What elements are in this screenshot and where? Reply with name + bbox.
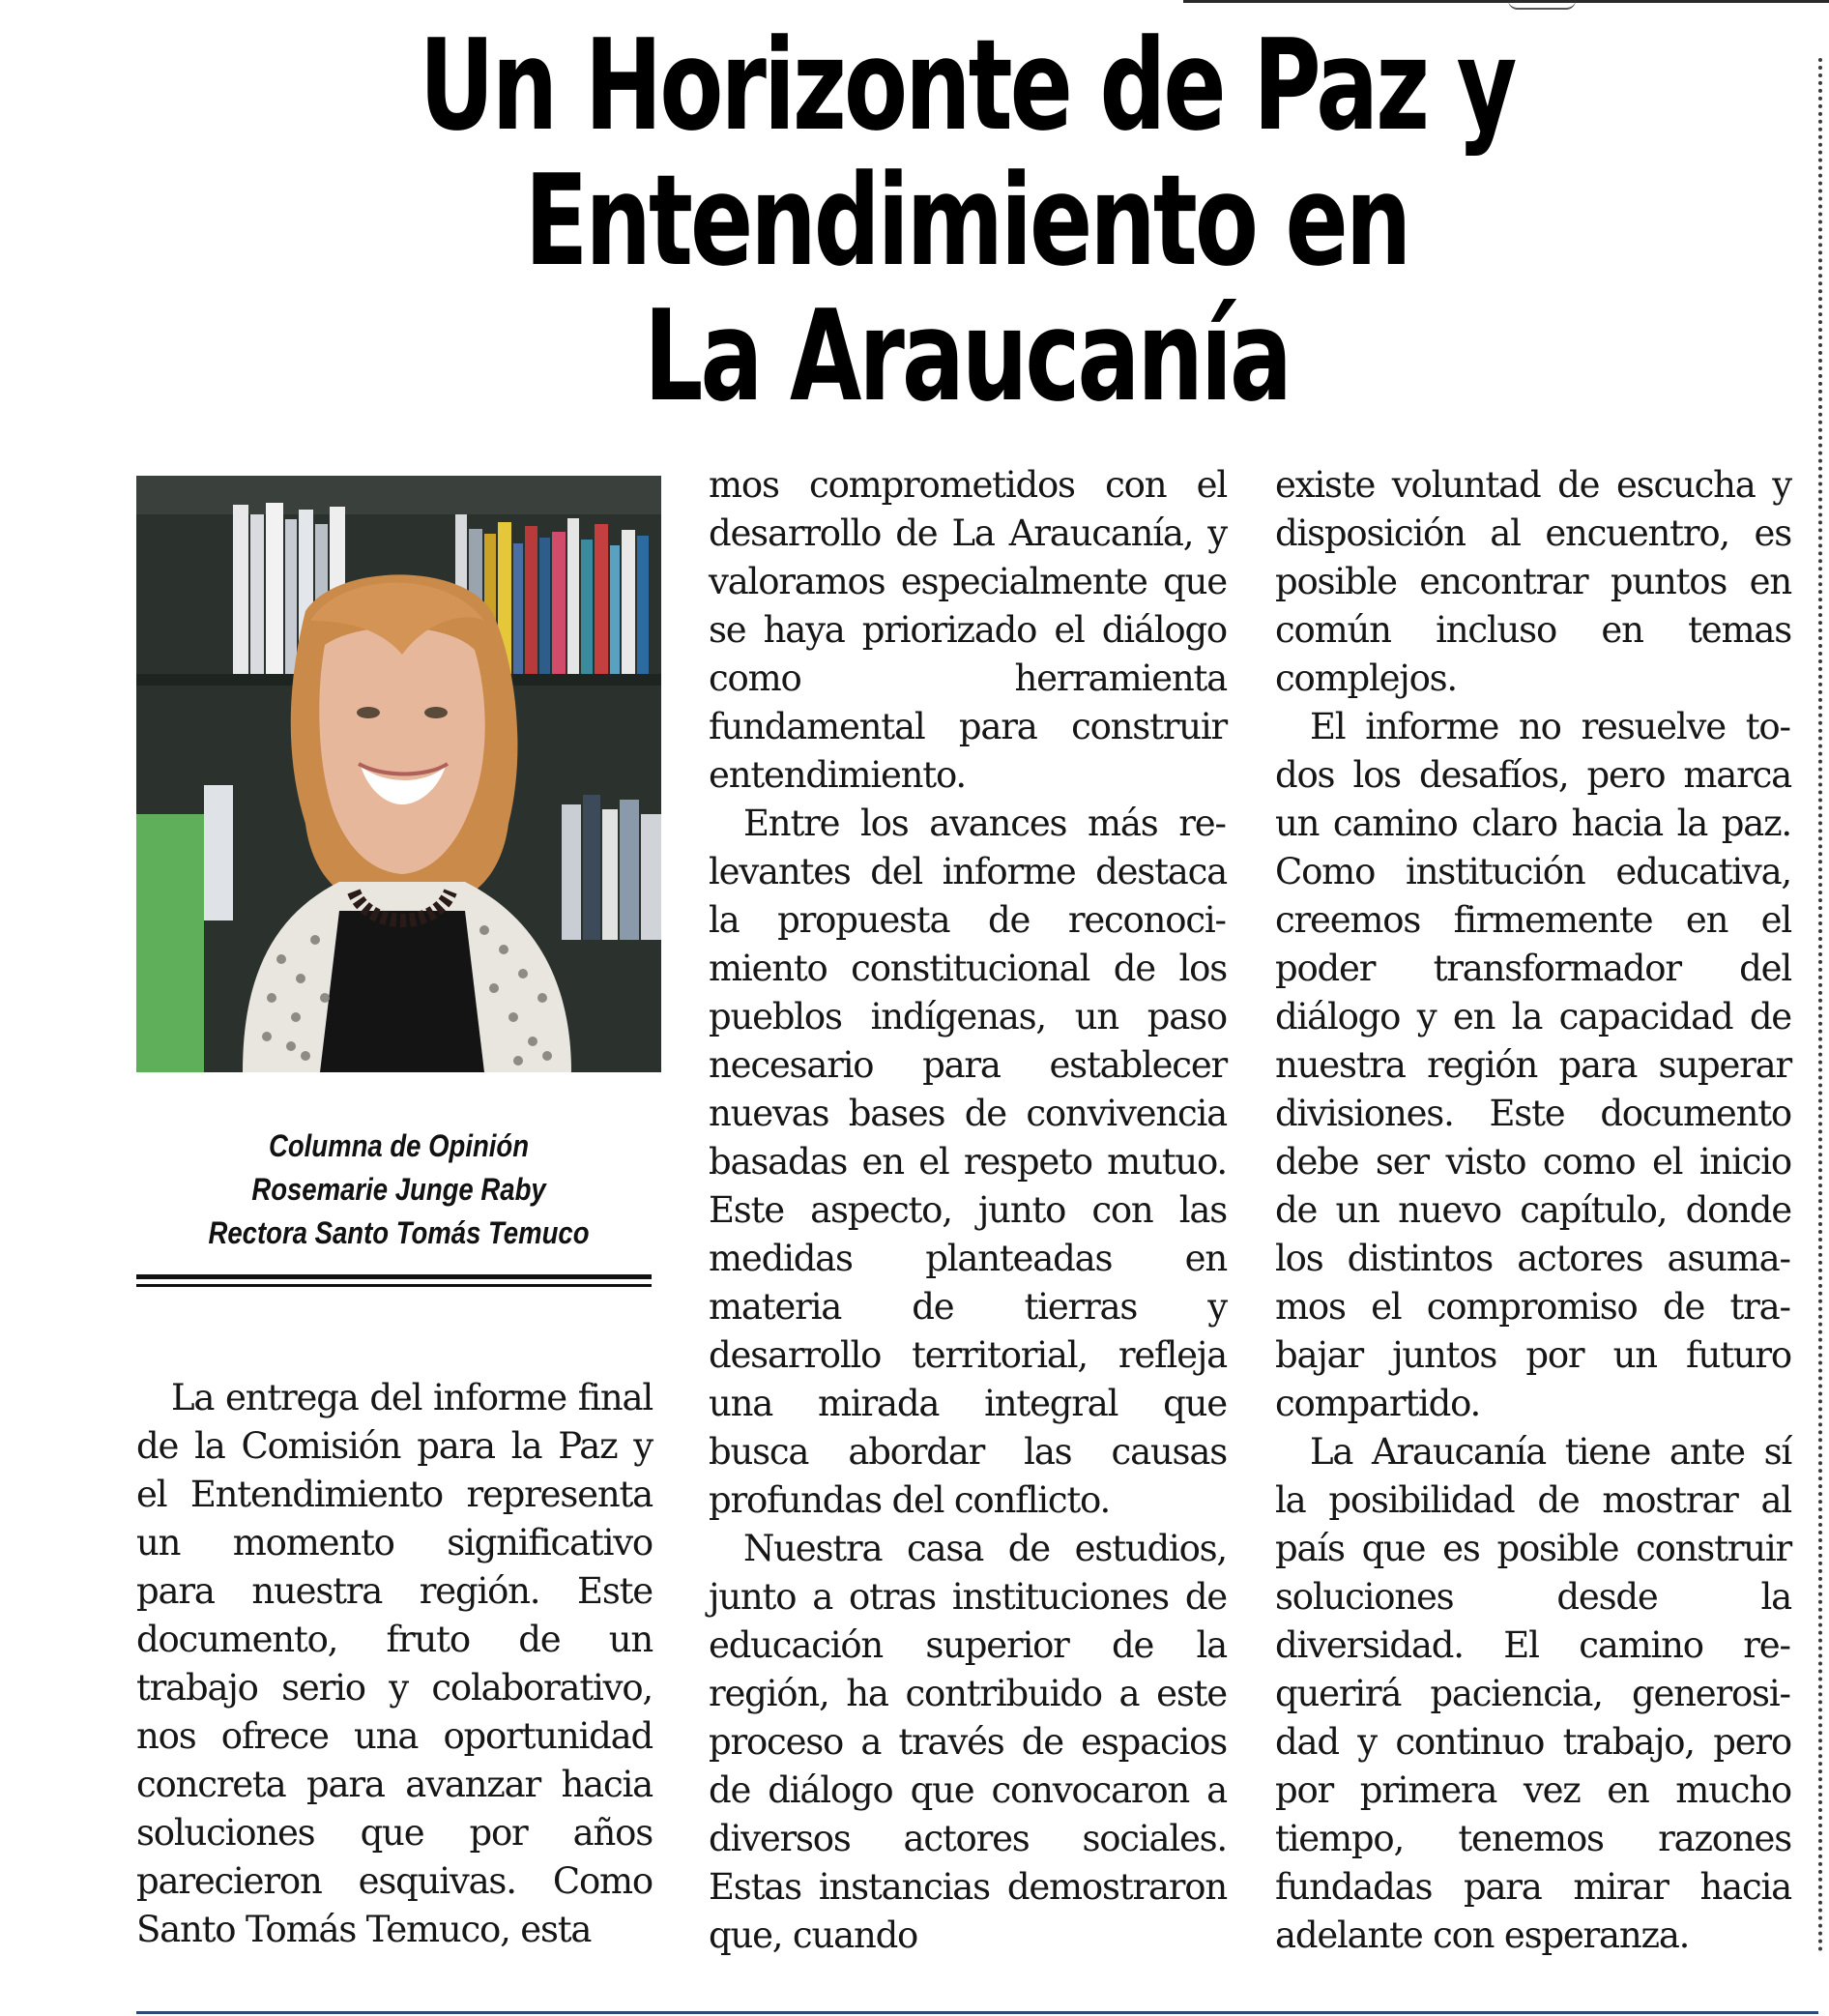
masthead-emblem-icon [1508,0,1576,10]
author-portrait-photo [136,476,661,1072]
body-paragraph: La Araucanía tiene ante sí la posibilidad de mostrar al país que es posible construir soluciones desde la diversidad. El camino requerirá paciencia, generosidad y continuo trabajo, pero por primera vez en mucho tiempo, tenemos razones fundadas para mirar hacia adelante con esperanza. [1275,1431,1791,1956]
body-paragraph: Entre los avances más relevantes del informe destaca la propuesta de reconocimiento constitucional de los pueblos indígenas, un paso necesario para establecer nuevas bases de convivencia basadas en el respeto mutuo. Este aspecto, junto con las medidas planteadas en materia de tierras y desarrollo territorial, refleja una mirada integral que busca abordar las causas profundas del conflicto. [709,803,1227,1521]
body-column-3 [1275,461,1791,1960]
photo-caption [136,1125,661,1255]
body-paragraph: existe voluntad de escucha y disposición al encuentro, es posible encontrar puntos en común incluso en temas complejos. [1275,464,1791,699]
caption-role: Rectora Santo Tomás Temuco [208,1215,590,1250]
body-paragraph: Nuestra casa de estudios, junto a otras instituciones de educación superior de la región, ha contribuido a este proceso a través de espacios de diálogo que convocaron a diversos actores sociales. Estas instancias demostraron que, cuando [709,1528,1227,1956]
headline-line: Un Horizonte de Paz y [419,12,1515,159]
column-divider-dotted [1818,58,1822,1953]
body-paragraph: mos comprometidos con el desarrollo de La Araucanía, y valoramos especialmente que se haya priorizado el diálogo como herramienta fundamental para construir entendimiento. [709,464,1227,796]
headline [394,12,1539,429]
headline-line: Entendimiento en [524,147,1409,294]
caption-section: Columna de Opinión [268,1128,530,1163]
caption-author: Rosemarie Junge Raby [251,1172,546,1207]
caption-double-rule [136,1274,652,1287]
headline-line: La Araucanía [644,282,1290,429]
body-column-1 [136,1374,653,1954]
top-rule [1183,0,1829,3]
body-column-2 [709,461,1227,1960]
bottom-rule [136,2011,1818,2014]
body-paragraph: La entrega del informe final de la Comisión para la Paz y el Entendimiento representa un momento significativo para nuestra región. Este documento, fruto de un trabajo serio y colaborativo, nos ofrece una oportunidad concreta para avanzar hacia soluciones que por años parecieron esquivas. Como Santo Tomás Temuco, esta [136,1377,653,1950]
body-paragraph: El informe no resuelve todos los desafíos, pero marca un camino claro hacia la paz. Como institución educativa, creemos firmemente en el poder transformador del diálogo y en la capacidad de nuestra región para superar divisiones. Este documento debe ser visto como el inicio de un nuevo capítulo, donde los distintos actores asumamos el compromiso de trabajar juntos por un futuro compartido. [1275,706,1791,1424]
